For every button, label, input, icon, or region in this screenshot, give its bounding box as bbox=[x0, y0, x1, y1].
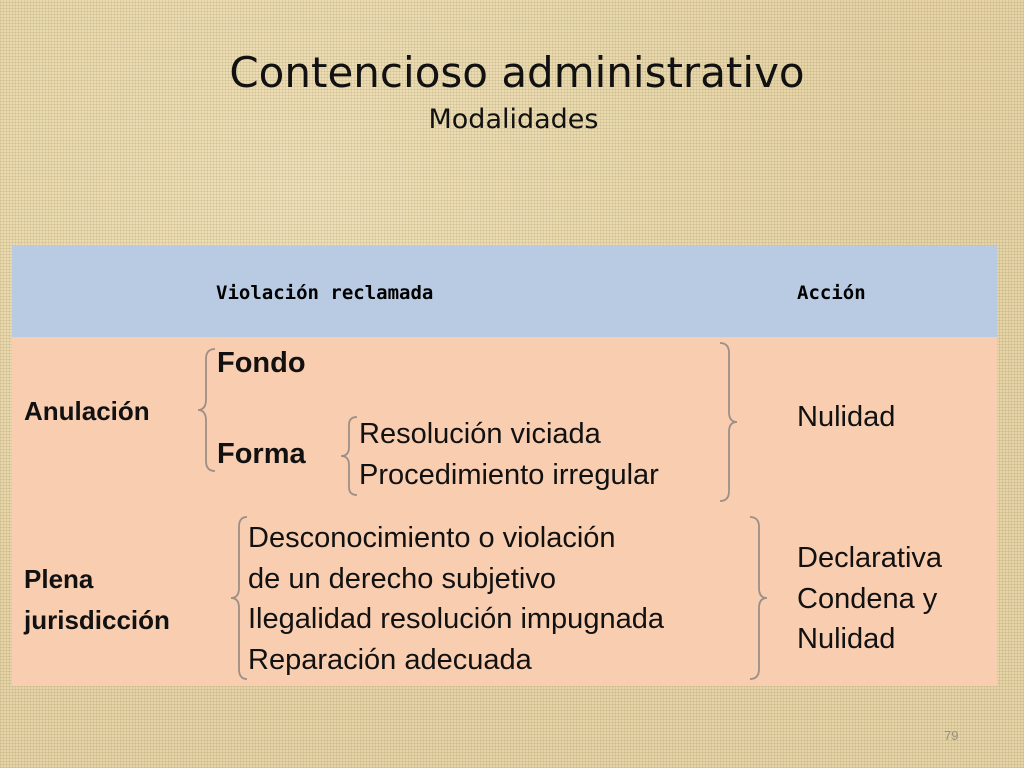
row-label-anulacion: Anulación bbox=[24, 396, 150, 426]
header-violacion: Violación reclamada bbox=[216, 282, 434, 304]
forma-items-list bbox=[359, 414, 659, 495]
list-item: Desconocimiento o violación bbox=[248, 522, 616, 554]
slide-subtitle: Modalidades bbox=[428, 104, 599, 135]
plena-items-list bbox=[248, 518, 664, 680]
table-header bbox=[12, 246, 997, 337]
list-item: Reparación adecuada bbox=[248, 643, 532, 676]
list-item: Procedimiento irregular bbox=[359, 458, 659, 491]
brace-plena-right bbox=[748, 515, 772, 681]
row-label-plena: Plena jurisdicción bbox=[24, 564, 170, 635]
slide-title: Contencioso administrativo bbox=[229, 48, 805, 97]
modalidades-table bbox=[12, 246, 997, 686]
list-item: Ilegalidad resolución impugnada bbox=[248, 603, 664, 635]
list-item: Resolución viciada bbox=[359, 418, 601, 450]
table-body bbox=[12, 337, 997, 686]
list-item: Condena y bbox=[797, 582, 938, 615]
plena-actions-list bbox=[797, 538, 942, 660]
anulacion-action: Nulidad bbox=[797, 401, 896, 433]
forma-label: Forma bbox=[217, 438, 306, 470]
slide-title-block bbox=[0, 44, 1024, 138]
brace-anulacion-right bbox=[718, 341, 742, 503]
list-item: de un derecho subjetivo bbox=[248, 562, 556, 595]
list-item: Nulidad bbox=[797, 623, 896, 655]
page-number: 79 bbox=[944, 728, 959, 743]
list-item: Declarativa bbox=[797, 542, 943, 574]
fondo-label: Fondo bbox=[217, 347, 306, 379]
header-accion: Acción bbox=[797, 282, 866, 304]
